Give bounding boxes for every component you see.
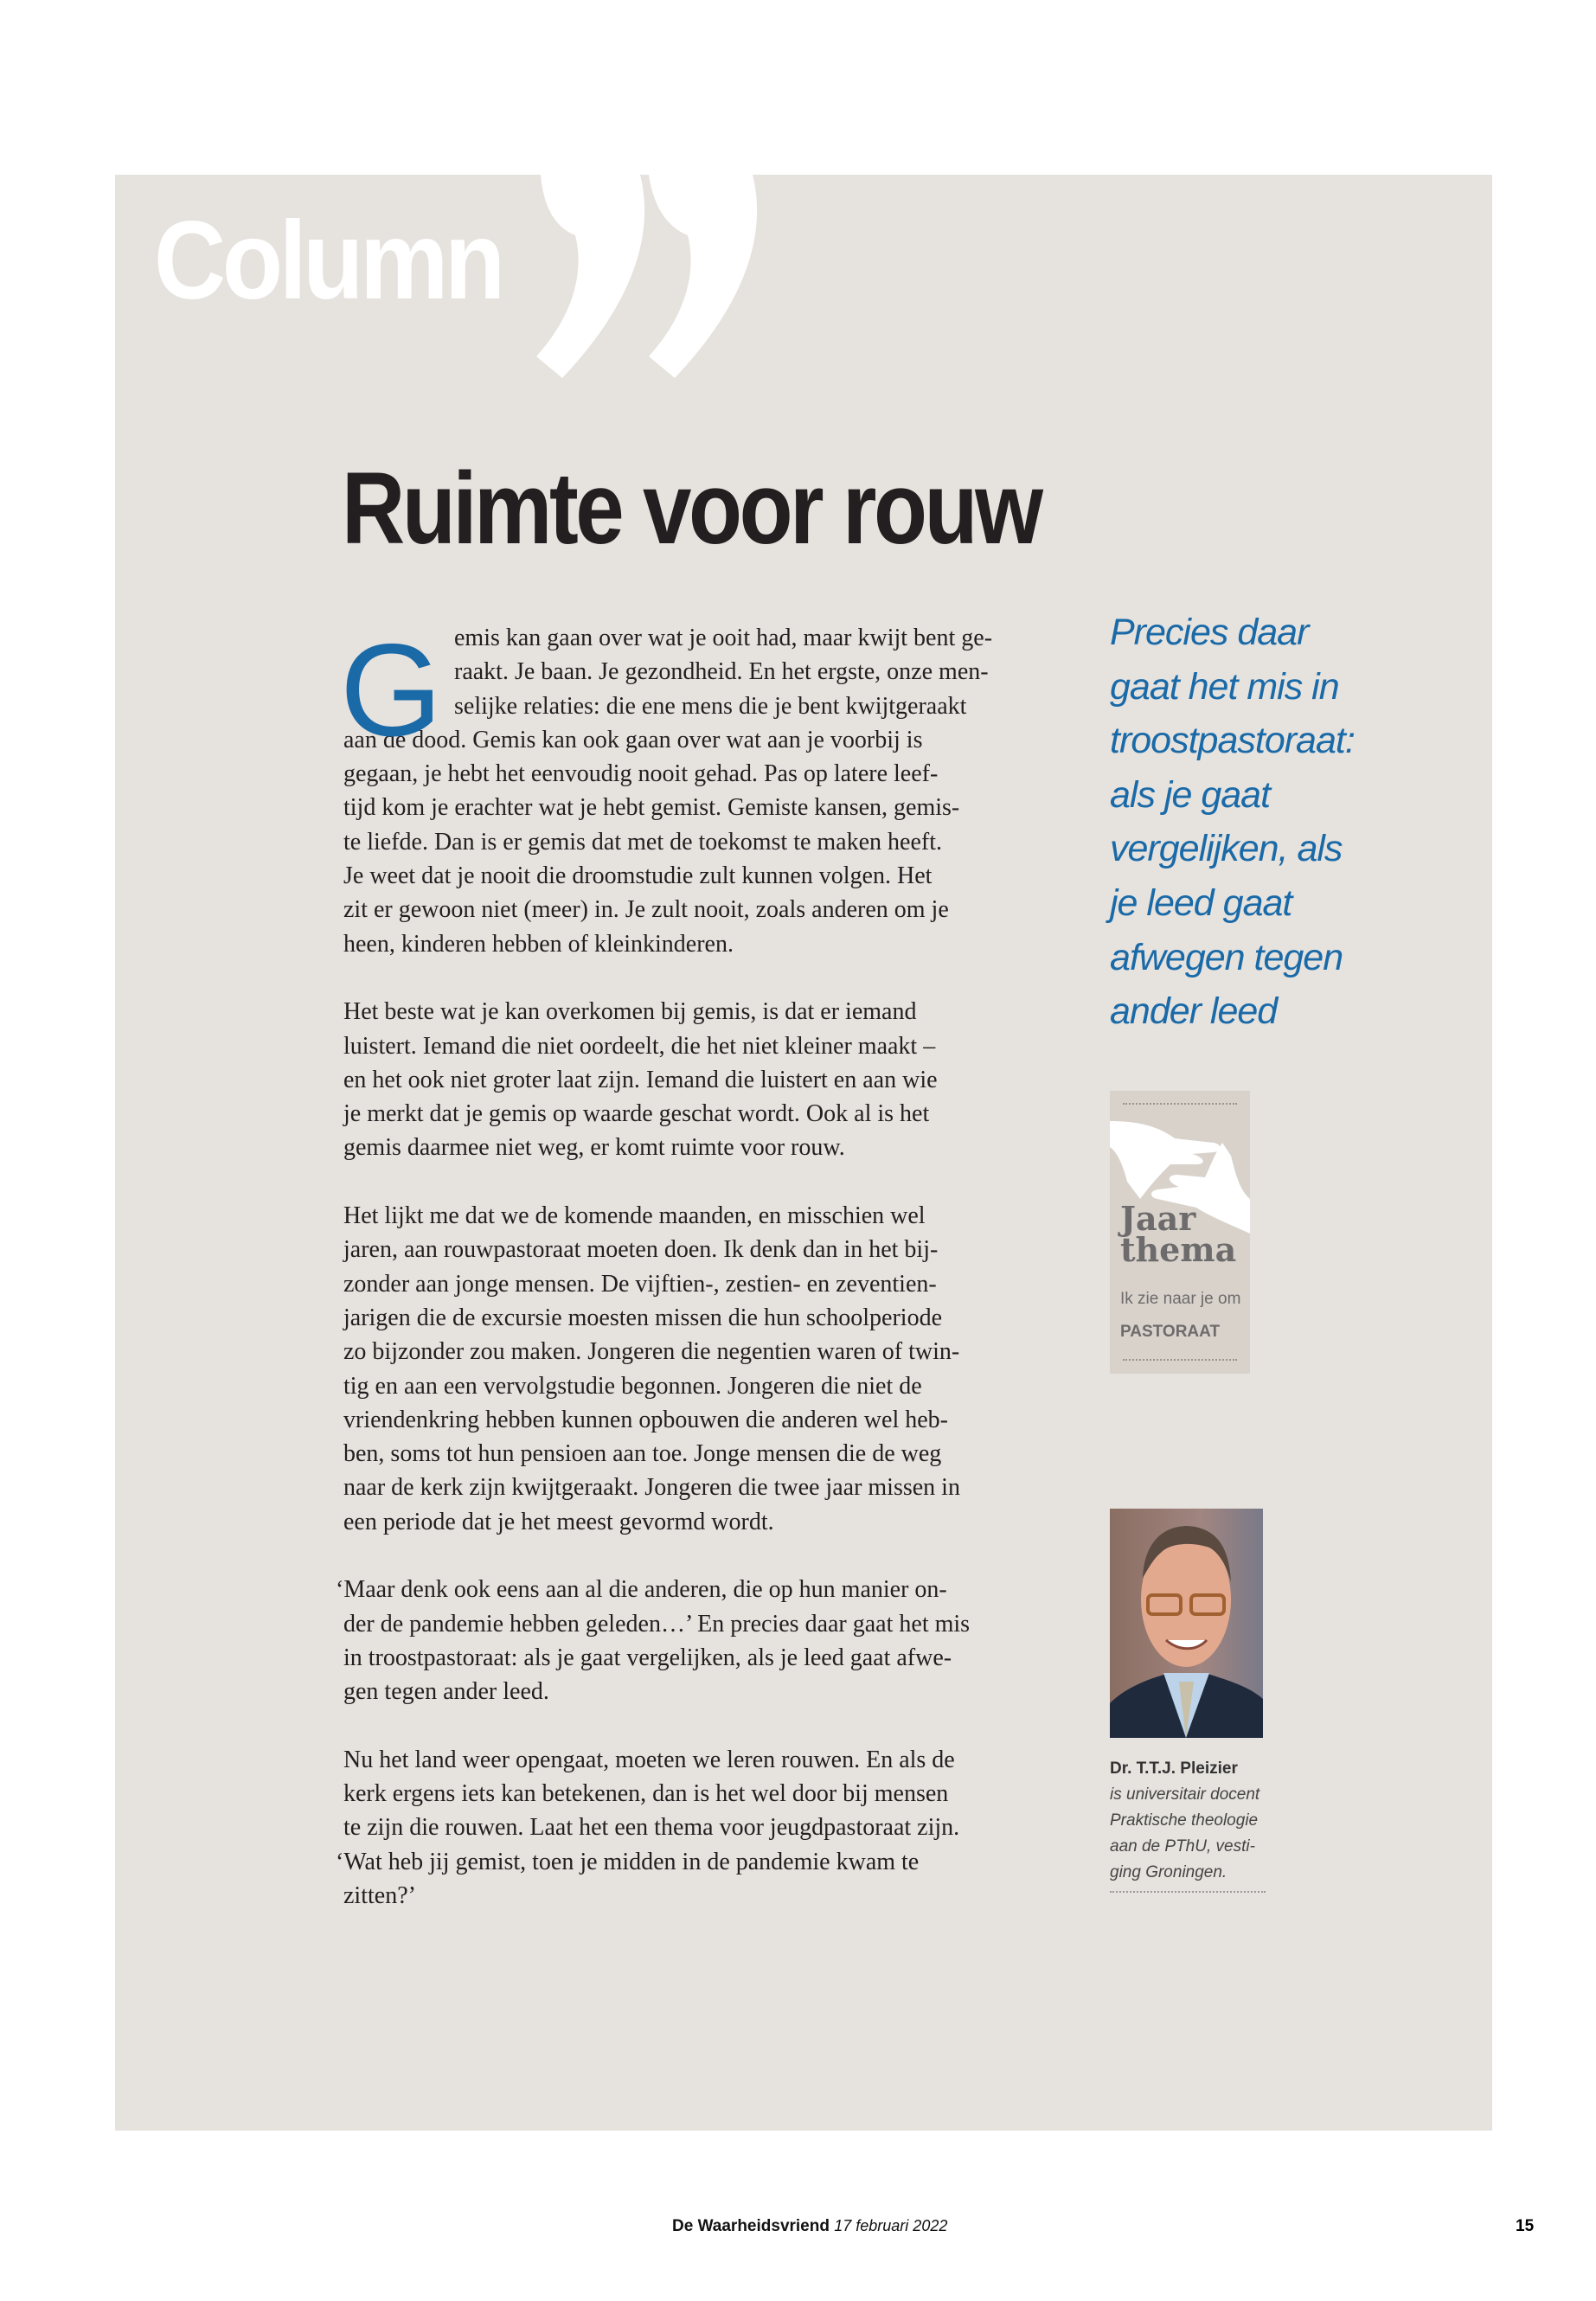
footer xyxy=(672,2217,947,2236)
bio-line: is universitair docent xyxy=(1110,1785,1260,1804)
paragraph xyxy=(340,617,1035,961)
article-body xyxy=(336,617,1035,1947)
text-line: gegaan, je hebt het eenvoudig nooit gehad. Pas op latere leef- xyxy=(343,760,939,788)
publication-date: 17 februari 2022 xyxy=(834,2217,948,2234)
text-line: en het ook niet groter laat zijn. Iemand die luistert en aan wie xyxy=(343,1066,938,1093)
text-line: heen, kinderen hebben of kleinkinderen. xyxy=(343,930,734,958)
author-caption xyxy=(1110,1756,1266,1893)
text-line: jaren, aan rouwpastoraat moeten doen. Ik denk dan in het bij- xyxy=(343,1236,939,1264)
theme-category: PASTORAAT xyxy=(1120,1323,1221,1341)
bio-line: ging Groningen. xyxy=(1110,1863,1227,1881)
text-line: der de pandemie hebben geleden…’ En precies daar gaat het mis xyxy=(343,1610,971,1638)
text-line: zitten?’ xyxy=(343,1881,416,1909)
text-line: te liefde. Dan is er gemis dat met de toekomst te maken heeft. xyxy=(343,828,942,856)
pull-quote-line: Precies daar xyxy=(1110,612,1309,653)
text-line: Je weet dat je nooit die droomstudie zult kunnen volgen. Het xyxy=(343,862,933,890)
text-line: tig en aan een vervolgstudie begonnen. Jongeren die niet de xyxy=(343,1372,922,1400)
pull-quote-line: als je gaat xyxy=(1110,773,1271,816)
text-line: Het beste wat je kan overkomen bij gemis, is dat er iemand xyxy=(343,998,917,1026)
publication-name: De Waarheidsvriend xyxy=(672,2217,830,2235)
text-line: raakt. Je baan. Je gezondheid. En het ergste, onze men- xyxy=(454,658,989,686)
text-line: in troostpastoraat: als je gaat vergelijken, als je leed gaat afwe- xyxy=(343,1644,952,1671)
text-line: gemis daarmee niet weg, er komt ruimte voor rouw. xyxy=(343,1134,845,1162)
text-line: emis kan gaan over wat je ooit had, maar kwijt bent ge- xyxy=(454,625,993,651)
text-line: ben, soms tot hun pensioen aan toe. Jonge mensen die de weg xyxy=(343,1440,942,1468)
section-label: Column xyxy=(154,199,502,323)
text-line: ‘Maar denk ook eens aan al die anderen, die op hun manier on- xyxy=(336,1576,947,1604)
text-line: vriendenkring hebben kunnen opbouwen die anderen wel heb- xyxy=(343,1406,948,1433)
text-line: je merkt dat je gemis op waarde geschat wordt. Ook al is het xyxy=(343,1100,930,1128)
text-line: tijd kom je erachter wat je hebt gemist. Gemiste kansen, gemis- xyxy=(343,794,960,822)
text-line: zo bijzonder zou maken. Jongeren die negentien waren of twin- xyxy=(343,1338,960,1366)
bio-line: Praktische theologie xyxy=(1110,1811,1259,1830)
text-line: Het lijkt me dat we de komende maanden, en misschien wel xyxy=(343,1202,926,1230)
text-line: zit er gewoon niet (meer) in. Je zult nooit, zoals anderen om je xyxy=(343,896,949,924)
text-line: gen tegen ander leed. xyxy=(343,1678,549,1706)
text-line: te zijn die rouwen. Laat het een thema voor jeugdpastoraat zijn. xyxy=(343,1814,960,1842)
text-line: kerk ergens iets kan betekenen, dan is het wel door bij mensen xyxy=(343,1780,949,1808)
pull-quote-line: ander leed xyxy=(1110,990,1278,1033)
theme-title-line2: thema xyxy=(1120,1230,1237,1269)
text-line: selijke relaties: die ene mens die je bent kwijtgeraakt xyxy=(454,692,967,720)
paragraph xyxy=(336,1573,1035,1708)
text-line: ‘Wat heb jij gemist, toen je midden in de pandemie kwam te xyxy=(336,1848,920,1875)
page-number: 15 xyxy=(1516,2217,1535,2235)
text-line: naar de kerk zijn kwijtgeraakt. Jongeren die twee jaar missen in xyxy=(343,1474,960,1502)
text-line: een periode dat je het meest gevormd wordt. xyxy=(343,1508,774,1535)
bio-line: aan de PThU, vesti- xyxy=(1110,1837,1255,1856)
author-name: Dr. T.T.J. Pleizier xyxy=(1110,1759,1238,1778)
author-photo xyxy=(1110,1509,1263,1738)
author-bio xyxy=(1110,1782,1266,1886)
article-title: Ruimte voor rouw xyxy=(342,452,1041,566)
drop-cap: G xyxy=(340,617,443,764)
paragraph xyxy=(343,1199,1035,1539)
portrait-illustration xyxy=(1110,1509,1263,1738)
pull-quote xyxy=(1110,606,1355,1039)
pull-quote-line: je leed gaat xyxy=(1110,881,1292,924)
dotted-divider xyxy=(1123,1359,1237,1361)
paragraph xyxy=(336,1743,1035,1913)
pull-quote-line: vergelijken, als xyxy=(1110,828,1343,870)
pull-quote-line: troostpastoraat: xyxy=(1110,720,1355,762)
paragraph xyxy=(343,995,1035,1164)
theme-subtitle: Ik zie naar je om xyxy=(1120,1290,1241,1308)
pull-quote-line: afwegen tegen xyxy=(1110,936,1343,978)
text-line: zonder aan jonge mensen. De vijftien-, zestien- en zeventien- xyxy=(343,1270,937,1298)
theme-title-line1: Jaar xyxy=(1120,1199,1196,1238)
quote-mark-icon xyxy=(536,175,839,378)
text-line: jarigen die de excursie moesten missen die hun schoolperiode xyxy=(343,1304,943,1331)
text-line: luistert. Iemand die niet oordeelt, die het niet kleiner maakt – xyxy=(343,1032,936,1060)
text-line: Nu het land weer opengaat, moeten we leren rouwen. En als de xyxy=(343,1746,955,1773)
dotted-divider xyxy=(1110,1891,1266,1893)
year-theme-badge xyxy=(1110,1091,1250,1374)
pull-quote-line: gaat het mis in xyxy=(1110,665,1339,708)
text-line: aan de dood. Gemis kan ook gaan over wat aan je voorbij is xyxy=(343,726,923,753)
